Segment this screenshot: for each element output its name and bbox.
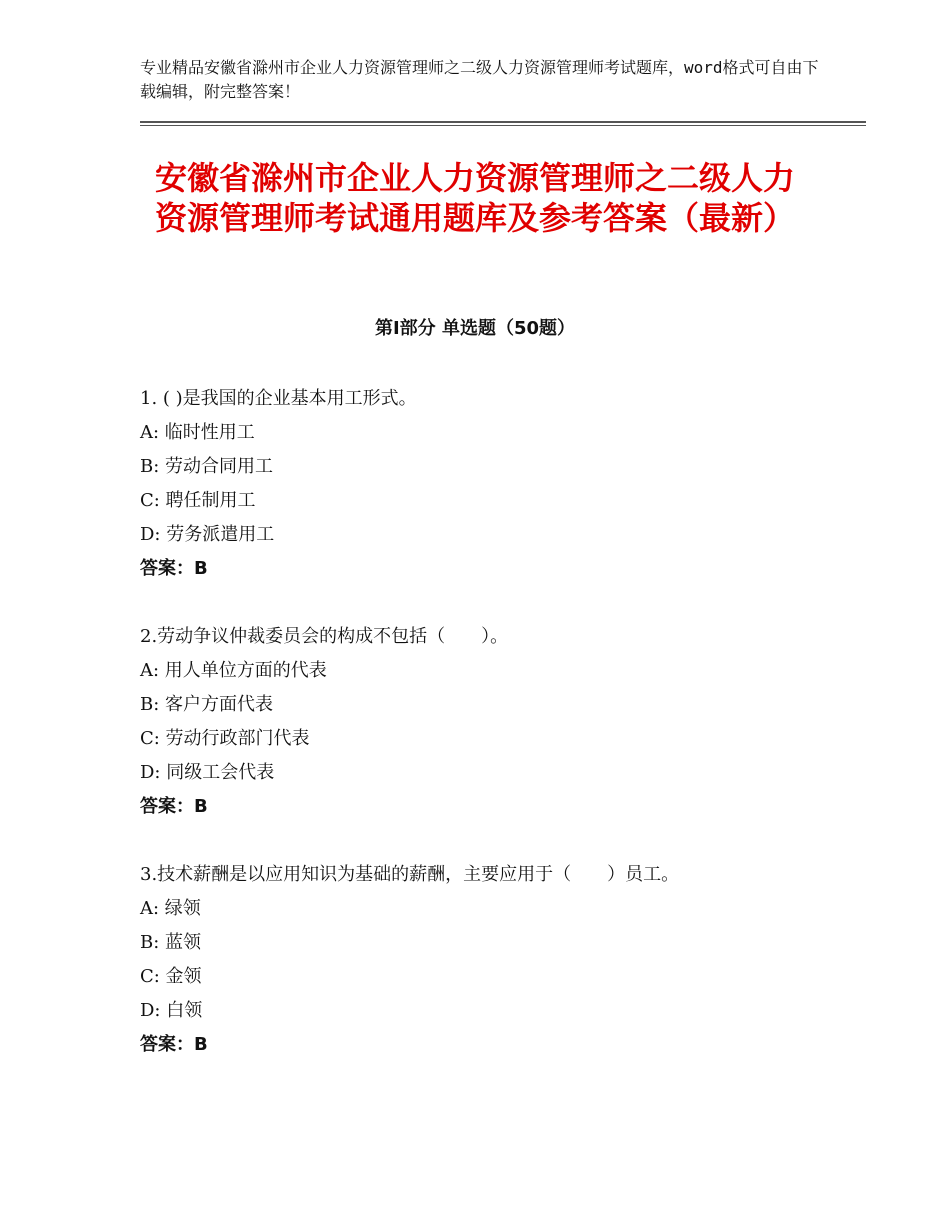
option-b: B: 客户方面代表 — [140, 694, 274, 715]
option-c: C: 金领 — [140, 966, 202, 987]
header-rule-thick — [140, 121, 866, 123]
option-a: A: 用人单位方面的代表 — [140, 660, 327, 681]
question-item — [140, 382, 840, 586]
answer: 答案：B — [140, 1034, 208, 1055]
option-b: B: 蓝领 — [140, 932, 202, 953]
question-item — [140, 620, 840, 824]
option-b: B: 劳动合同用工 — [140, 456, 274, 477]
option-c: C: 劳动行政部门代表 — [140, 728, 310, 749]
question-stem: 1. ( )是我国的企业基本用工形式。 — [140, 388, 417, 409]
option-a: A: 绿领 — [140, 898, 201, 919]
document-title: 安徽省滁州市企业人力资源管理师之二级人力资源管理师考试通用题库及参考答案（最新） — [154, 159, 795, 237]
option-d: D: 白领 — [140, 1000, 203, 1021]
answer: 答案：B — [140, 796, 208, 817]
section-title: 第Ⅰ部分 单选题（50题） — [374, 318, 575, 339]
answer: 答案：B — [140, 558, 208, 579]
header-note: 专业精品安徽省滁州市企业人力资源管理师之二级人力资源管理师考试题库，word格式可自由下载编辑，附完整答案！ — [140, 58, 819, 101]
question-stem: 2.劳动争议仲裁委员会的构成不包括（ ）。 — [140, 626, 509, 647]
header-rule-thin — [140, 125, 866, 126]
question-list — [140, 382, 840, 1096]
question-stem: 3.技术薪酬是以应用知识为基础的薪酬，主要应用于（ ）员工。 — [140, 864, 680, 885]
option-d: D: 同级工会代表 — [140, 762, 275, 783]
option-a: A: 临时性用工 — [140, 422, 255, 443]
option-d: D: 劳务派遣用工 — [140, 524, 275, 545]
question-item — [140, 858, 840, 1062]
option-c: C: 聘任制用工 — [140, 490, 256, 511]
